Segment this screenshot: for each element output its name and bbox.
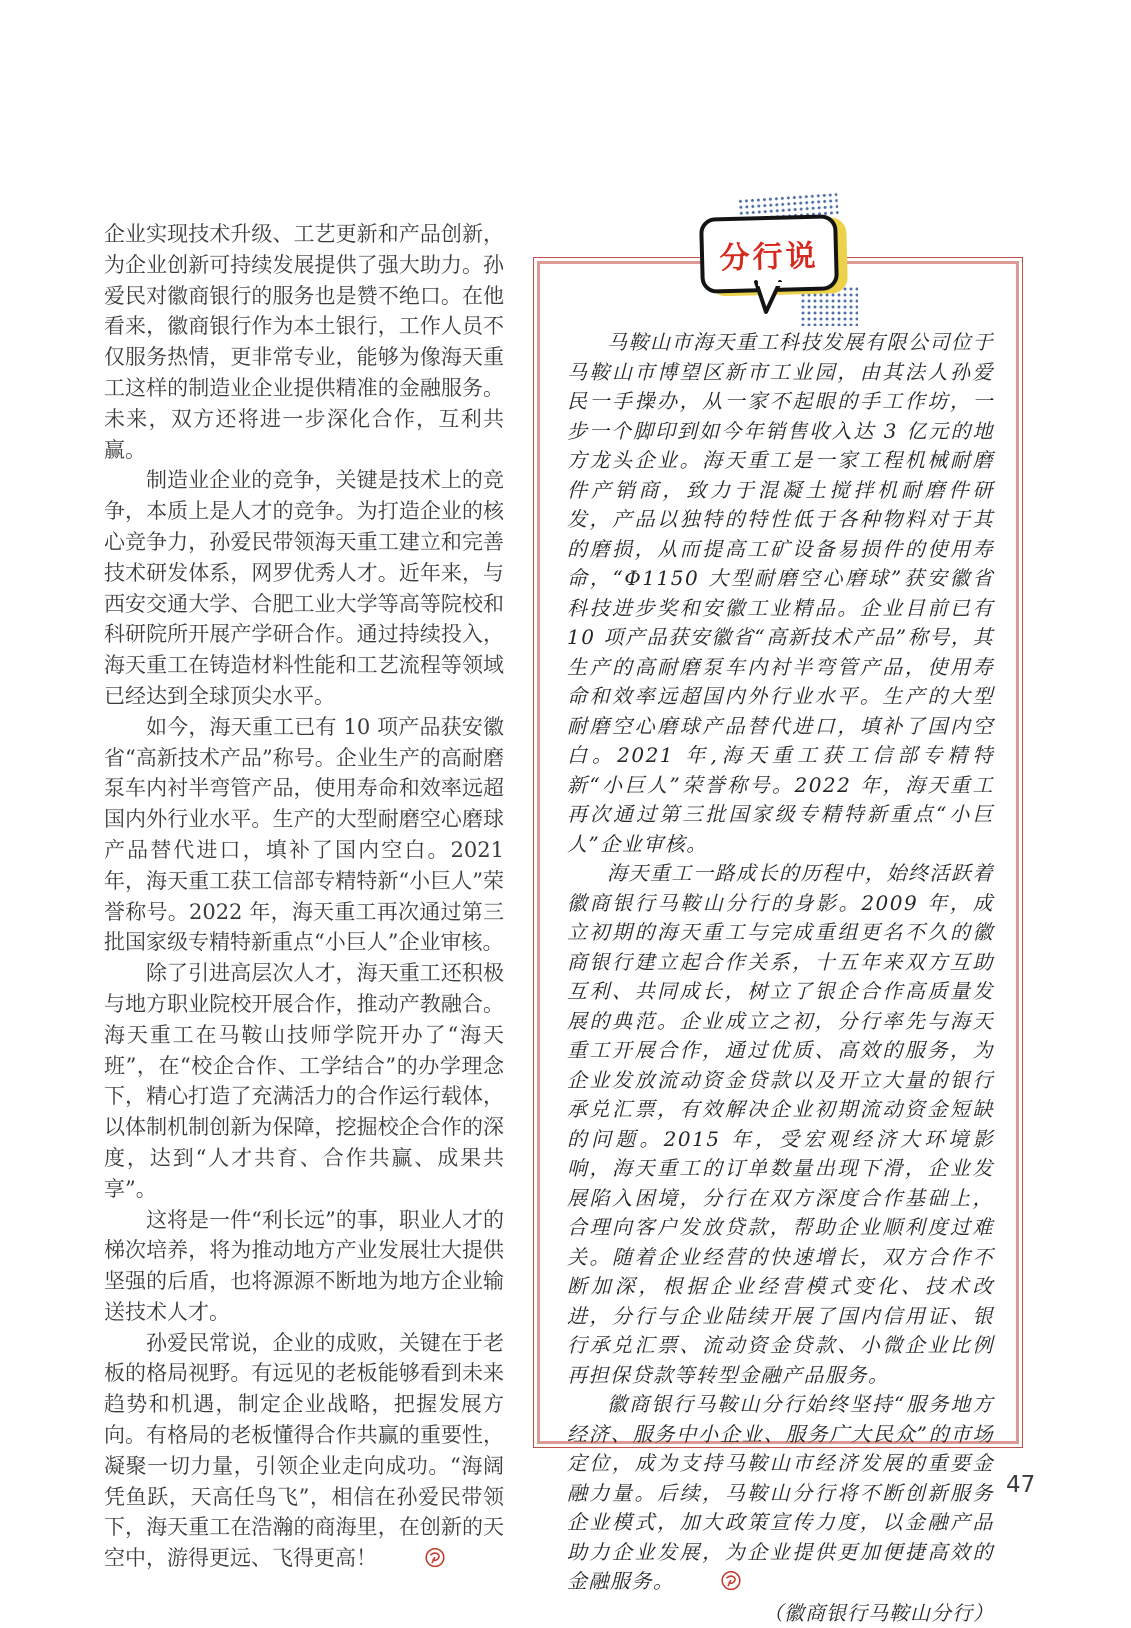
branch-story-box-inner-border	[537, 261, 1019, 1444]
halftone-dots-icon	[800, 286, 858, 326]
article-left-column	[104, 219, 504, 1574]
article-paragraph-text: 孙爱民常说，企业的成败，关键在于老板的格局视野。有远见的老板能够看到未来趋势和机遇，制定企业战略，把握发展方向。有格局的老板懂得合作共赢的重要性，凝聚一切力量，引领企业走向成功。“海阔凭鱼跃，天高任鸟飞”，相信在孙爱民带领下，海天重工在浩瀚的商海里，在创新的天空中，游得更远、飞得更高！	[104, 1331, 504, 1571]
branch-story-paragraph: 马鞍山市海天重工科技发展有限公司位于马鞍山市博望区新市工业园，由其法人孙爱民一手操办，从一家不起眼的手工作坊，一步一个脚印到如今年销售收入达 3 亿元的地方龙头企业。海天重工是一家工程机械耐磨件产销商，致力于混凝土搅拌机耐磨件研发，产品以独特的特性低于各种物料对于其的磨损，从而提高工矿设备易损件的使用寿命，“Φ1150 大型耐磨空心磨球”获安徽省科技进步奖和安徽工业精品。企业目前已有 10 项产品获安徽省“高新技术产品”称号，其生产的高耐磨泵车内衬半弯管产品，使用寿命和效率远超国内外行业水平。生产的大型耐磨空心磨球产品替代进口，填补了国内空白。2021 年,海天重工获工信部专精特新“小巨人”荣誉称号。2022 年，海天重工再次通过第三批国家级专精特新重点“小巨人”企业审核。	[567, 328, 994, 859]
speech-bubble-title: 分行说	[719, 231, 819, 278]
article-paragraph: 如今，海天重工已有 10 项产品获安徽省“高新技术产品”称号。企业生产的高耐磨泵车内衬半弯管产品，使用寿命和效率远超国内外行业水平。生产的大型耐磨空心磨球产品替代进口，填补了国内空白。2021 年，海天重工获工信部专精特新“小巨人”荣誉称号。2022 年，海天重工再次通过第三批国家级专精特新重点“小巨人”企业审核。	[104, 712, 504, 958]
branch-story-paragraph	[567, 1390, 994, 1597]
huishang-bank-endmark-icon	[680, 1570, 702, 1592]
attribution: （徽商银行马鞍山分行）	[567, 1599, 994, 1628]
article-paragraph: 企业实现技术升级、工艺更新和产品创新，为企业创新可持续发展提供了强大助力。孙爱民对徽商银行的服务也是赞不绝口。在他看来，徽商银行作为本土银行，工作人员不仅服务热情，更非常专业，能够为像海天重工这样的制造业企业提供精准的金融服务。未来，双方还将进一步深化合作，互利共赢。	[104, 219, 504, 465]
article-paragraph: 除了引进高层次人才，海天重工还积极与地方职业院校开展合作，推动产教融合。海天重工在马鞍山技师学院开办了“海天班”，在“校企合作、工学结合”的办学理念下，精心打造了充满活力的合作运行载体，以体制机制创新为保障，挖掘校企合作的深度，达到“人才共育、合作共赢、成果共享”。	[104, 958, 504, 1204]
page-number: 47	[1006, 1472, 1035, 1498]
branch-story-paragraph: 海天重工一路成长的历程中，始终活跃着徽商银行马鞍山分行的身影。2009 年，成立初期的海天重工与完成重组更名不久的徽商银行建立起合作关系，十五年来双方互助互利、共同成长，树立了银企合作高质量发展的典范。企业成立之初，分行率先与海天重工开展合作，通过优质、高效的服务，为企业发放流动资金贷款以及开立大量的银行承兑汇票，有效解决企业初期流动资金短缺的问题。2015 年，受宏观经济大环境影响，海天重工的订单数量出现下滑，企业发展陷入困境，分行在双方深度合作基础上，合理向客户发放贷款，帮助企业顺利度过难关。随着企业经营的快速增长，双方合作不断加深，根据企业经营模式变化、技术改进，分行与企业陆续开展了国内信用证、银行承兑汇票、流动资金贷款、小微企业比例再担保贷款等转型金融产品服务。	[567, 859, 994, 1390]
branch-story-box	[533, 257, 1023, 1448]
article-paragraph: 制造业企业的竞争，关键是技术上的竞争，本质上是人才的竞争。为打造企业的核心竞争力，孙爱民带领海天重工建立和完善技术研发体系，网罗优秀人才。近年来，与西安交通大学、合肥工业大学等高等院校和科研院所开展产学研合作。通过持续投入，海天重工在铸造材料性能和工艺流程等领域已经达到全球顶尖水平。	[104, 465, 504, 711]
huishang-bank-endmark-icon	[382, 1547, 404, 1569]
branch-story-content	[567, 328, 994, 1628]
article-paragraph	[104, 1328, 504, 1574]
article-paragraph: 这将是一件“利长远”的事，职业人才的梯次培养，将为推动地方产业发展壮大提供坚强的后盾，也将源源不断地为地方企业输送技术人才。	[104, 1205, 504, 1328]
speech-bubble-tail-icon	[752, 282, 786, 316]
branch-story-paragraph-text: 徽商银行马鞍山分行始终坚持“服务地方经济、服务中小企业、服务广大民众”的市场定位，成为支持马鞍山市经济发展的重要金融力量。后续，马鞍山分行将不断创新服务企业模式，加大政策宣传力度，以金融产品助力企业发展，为企业提供更加便捷高效的金融服务。	[567, 1392, 994, 1593]
